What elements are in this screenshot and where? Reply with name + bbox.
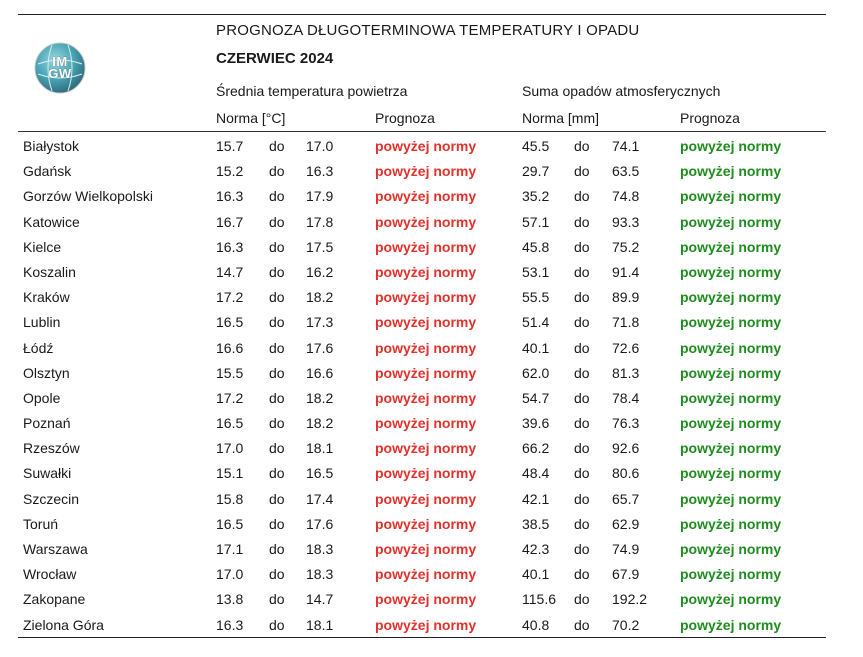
- logo-text-line2: GW: [48, 66, 72, 81]
- temperature-norm-min: 16.3: [216, 238, 244, 255]
- temperature-norm-min: 16.5: [216, 314, 244, 331]
- forecast-table: [0, 134, 863, 638]
- precipitation-range-separator: do: [574, 465, 590, 482]
- precipitation-range-separator: do: [574, 238, 590, 255]
- city-name: Kraków: [23, 289, 70, 306]
- temperature-forecast: powyżej normy: [375, 566, 477, 583]
- table-row: [0, 537, 863, 562]
- temperature-norm-min: 16.3: [216, 188, 244, 205]
- temperature-range-separator: do: [269, 188, 285, 205]
- precipitation-norm-max: 70.2: [612, 616, 640, 633]
- temperature-norm-max: 17.5: [306, 238, 334, 255]
- temperature-norm-min: 15.2: [216, 163, 244, 180]
- precipitation-forecast: powyżej normy: [680, 465, 782, 482]
- precipitation-range-separator: do: [574, 364, 590, 381]
- precipitation-range-separator: do: [574, 415, 590, 432]
- header-rule: [18, 131, 826, 132]
- temperature-norm-max: 16.6: [306, 364, 334, 381]
- temperature-forecast: powyżej normy: [375, 415, 477, 432]
- precipitation-forecast: powyżej normy: [680, 289, 782, 306]
- temperature-norm-min: 16.6: [216, 339, 244, 356]
- precipitation-norm-max: 80.6: [612, 465, 640, 482]
- precipitation-forecast: powyżej normy: [680, 213, 782, 230]
- temperature-norm-min: 17.2: [216, 289, 244, 306]
- precipitation-forecast: powyżej normy: [680, 541, 782, 557]
- precipitation-forecast: powyżej normy: [680, 238, 782, 255]
- city-name: Szczecin: [23, 490, 80, 507]
- precipitation-range-separator: do: [574, 138, 590, 154]
- table-row: [0, 587, 863, 612]
- temperature-norm-max: 18.2: [306, 289, 334, 306]
- temperature-norm-min: 15.1: [216, 465, 244, 482]
- city-name: Łódź: [23, 339, 54, 356]
- precipitation-range-separator: do: [574, 289, 590, 306]
- city-name: Katowice: [23, 213, 80, 230]
- temperature-forecast: powyżej normy: [375, 213, 477, 230]
- bottom-rule: [18, 637, 826, 638]
- precipitation-norm-min: 53.1: [522, 263, 550, 280]
- temperature-norm-max: 18.1: [306, 440, 334, 457]
- precipitation-range-separator: do: [574, 188, 590, 205]
- page-subtitle: CZERWIEC 2024: [216, 50, 334, 67]
- table-row: [0, 184, 863, 209]
- city-name: Wrocław: [23, 566, 77, 583]
- precipitation-forecast: powyżej normy: [680, 138, 782, 154]
- precipitation-norm-min: 40.1: [522, 566, 550, 583]
- city-name: Kielce: [23, 238, 62, 255]
- precipitation-norm-min: 45.5: [522, 138, 550, 154]
- table-row: [0, 159, 863, 184]
- precipitation-range-separator: do: [574, 213, 590, 230]
- table-row: [0, 411, 863, 436]
- temperature-norm-max: 16.5: [306, 465, 334, 482]
- city-name: Poznań: [23, 415, 71, 432]
- temperature-norm-max: 17.6: [306, 515, 334, 532]
- precipitation-norm-min: 45.8: [522, 238, 550, 255]
- temperature-forecast: powyżej normy: [375, 263, 477, 280]
- table-row: [0, 285, 863, 310]
- precipitation-norm-max: 89.9: [612, 289, 640, 306]
- precipitation-forecast: powyżej normy: [680, 163, 782, 180]
- temperature-range-separator: do: [269, 314, 285, 331]
- city-name: Opole: [23, 389, 61, 406]
- precipitation-norm-min: 42.1: [522, 490, 550, 507]
- precipitation-norm-min: 40.8: [522, 616, 550, 633]
- city-name: Rzeszów: [23, 440, 80, 457]
- precipitation-range-separator: do: [574, 490, 590, 507]
- temperature-norm-min: 16.5: [216, 415, 244, 432]
- precipitation-norm-min: 38.5: [522, 515, 550, 532]
- temperature-range-separator: do: [269, 289, 285, 306]
- precipitation-forecast: powyżej normy: [680, 389, 782, 406]
- table-row: [0, 562, 863, 587]
- temperature-norm-min: 16.7: [216, 213, 244, 230]
- temperature-norm-header: Norma [°C]: [216, 110, 286, 126]
- table-row: [0, 361, 863, 386]
- temperature-norm-max: 18.3: [306, 566, 334, 583]
- temperature-forecast: powyżej normy: [375, 163, 477, 180]
- temperature-forecast: powyżej normy: [375, 339, 477, 356]
- temperature-forecast: powyżej normy: [375, 541, 477, 557]
- temperature-norm-min: 17.2: [216, 389, 244, 406]
- precipitation-range-separator: do: [574, 515, 590, 532]
- precipitation-forecast: powyżej normy: [680, 263, 782, 280]
- temperature-range-separator: do: [269, 591, 285, 608]
- precipitation-range-separator: do: [574, 591, 590, 608]
- precipitation-norm-max: 74.1: [612, 138, 640, 154]
- temperature-range-separator: do: [269, 616, 285, 633]
- precipitation-norm-max: 92.6: [612, 440, 640, 457]
- temperature-range-separator: do: [269, 440, 285, 457]
- precipitation-forecast: powyżej normy: [680, 616, 782, 633]
- temperature-forecast: powyżej normy: [375, 490, 477, 507]
- precipitation-range-separator: do: [574, 339, 590, 356]
- precipitation-forecast: powyżej normy: [680, 591, 782, 608]
- precipitation-forecast: powyżej normy: [680, 490, 782, 507]
- precipitation-norm-max: 63.5: [612, 163, 640, 180]
- temperature-norm-max: 17.9: [306, 188, 334, 205]
- city-name: Lublin: [23, 314, 61, 331]
- temperature-norm-min: 15.5: [216, 364, 244, 381]
- temperature-range-separator: do: [269, 263, 285, 280]
- city-name: Warszawa: [23, 541, 88, 557]
- temperature-norm-min: 17.1: [216, 541, 244, 557]
- city-name: Olsztyn: [23, 364, 70, 381]
- precipitation-norm-max: 81.3: [612, 364, 640, 381]
- imgw-logo: [34, 42, 86, 94]
- precipitation-norm-max: 67.9: [612, 566, 640, 583]
- temperature-norm-max: 18.2: [306, 389, 334, 406]
- temperature-norm-max: 17.4: [306, 490, 334, 507]
- temperature-forecast: powyżej normy: [375, 188, 477, 205]
- temperature-norm-max: 18.1: [306, 616, 334, 633]
- precipitation-range-separator: do: [574, 163, 590, 180]
- table-row: [0, 310, 863, 335]
- precipitation-range-separator: do: [574, 616, 590, 633]
- temperature-norm-max: 17.0: [306, 138, 334, 154]
- temperature-range-separator: do: [269, 339, 285, 356]
- city-name: Zielona Góra: [23, 616, 104, 633]
- temperature-range-separator: do: [269, 490, 285, 507]
- temperature-range-separator: do: [269, 566, 285, 583]
- temperature-norm-min: 17.0: [216, 566, 244, 583]
- table-row: [0, 512, 863, 537]
- precipitation-norm-max: 91.4: [612, 263, 640, 280]
- precipitation-norm-min: 35.2: [522, 188, 550, 205]
- precipitation-norm-min: 55.5: [522, 289, 550, 306]
- temperature-forecast: powyżej normy: [375, 238, 477, 255]
- precipitation-forecast: powyżej normy: [680, 364, 782, 381]
- precipitation-norm-max: 62.9: [612, 515, 640, 532]
- city-name: Toruń: [23, 515, 59, 532]
- precipitation-norm-max: 65.7: [612, 490, 640, 507]
- precipitation-norm-min: 66.2: [522, 440, 550, 457]
- table-row: [0, 461, 863, 486]
- temperature-norm-max: 14.7: [306, 591, 334, 608]
- precipitation-norm-max: 192.2: [612, 591, 648, 608]
- temperature-section-heading: Średnia temperatura powietrza: [216, 83, 408, 99]
- temperature-forecast: powyżej normy: [375, 289, 477, 306]
- precipitation-norm-max: 78.4: [612, 389, 640, 406]
- temperature-range-separator: do: [269, 541, 285, 557]
- table-row: [0, 436, 863, 461]
- temperature-norm-min: 15.8: [216, 490, 244, 507]
- precipitation-forecast: powyżej normy: [680, 314, 782, 331]
- temperature-forecast: powyżej normy: [375, 515, 477, 532]
- temperature-forecast: powyżej normy: [375, 465, 477, 482]
- precipitation-range-separator: do: [574, 314, 590, 331]
- precipitation-norm-min: 62.0: [522, 364, 550, 381]
- top-rule: [18, 14, 826, 15]
- temperature-forecast: powyżej normy: [375, 440, 477, 457]
- temperature-range-separator: do: [269, 364, 285, 381]
- temperature-forecast: powyżej normy: [375, 389, 477, 406]
- temperature-norm-max: 17.6: [306, 339, 334, 356]
- precipitation-norm-max: 72.6: [612, 339, 640, 356]
- precipitation-norm-max: 74.9: [612, 541, 640, 557]
- temperature-norm-min: 16.5: [216, 515, 244, 532]
- precipitation-forecast: powyżej normy: [680, 566, 782, 583]
- precipitation-forecast: powyżej normy: [680, 339, 782, 356]
- precipitation-norm-max: 74.8: [612, 188, 640, 205]
- city-name: Koszalin: [23, 263, 76, 280]
- temperature-range-separator: do: [269, 515, 285, 532]
- temperature-norm-max: 16.3: [306, 163, 334, 180]
- temperature-range-separator: do: [269, 415, 285, 432]
- page-title: PROGNOZA DŁUGOTERMINOWA TEMPERATURY I OPADU: [216, 22, 640, 39]
- temperature-forecast-header: Prognoza: [375, 110, 435, 126]
- precipitation-norm-min: 54.7: [522, 389, 550, 406]
- precipitation-norm-min: 42.3: [522, 541, 550, 557]
- precipitation-range-separator: do: [574, 440, 590, 457]
- precipitation-range-separator: do: [574, 263, 590, 280]
- table-row: [0, 613, 863, 638]
- temperature-range-separator: do: [269, 138, 285, 154]
- table-row: [0, 210, 863, 235]
- temperature-norm-max: 17.3: [306, 314, 334, 331]
- temperature-forecast: powyżej normy: [375, 138, 477, 154]
- temperature-norm-max: 16.2: [306, 263, 334, 280]
- precipitation-norm-max: 93.3: [612, 213, 640, 230]
- precipitation-norm-min: 40.1: [522, 339, 550, 356]
- temperature-norm-min: 17.0: [216, 440, 244, 457]
- temperature-forecast: powyżej normy: [375, 591, 477, 608]
- temperature-range-separator: do: [269, 238, 285, 255]
- table-row: [0, 386, 863, 411]
- temperature-norm-max: 18.3: [306, 541, 334, 557]
- precipitation-forecast: powyżej normy: [680, 415, 782, 432]
- temperature-norm-min: 14.7: [216, 263, 244, 280]
- precipitation-norm-header: Norma [mm]: [522, 110, 599, 126]
- temperature-forecast: powyżej normy: [375, 364, 477, 381]
- precipitation-norm-max: 76.3: [612, 415, 640, 432]
- temperature-norm-min: 15.7: [216, 138, 244, 154]
- precipitation-range-separator: do: [574, 541, 590, 557]
- city-name: Gorzów Wielkopolski: [23, 188, 153, 205]
- temperature-norm-min: 16.3: [216, 616, 244, 633]
- temperature-forecast: powyżej normy: [375, 314, 477, 331]
- table-row: [0, 487, 863, 512]
- table-row: [0, 336, 863, 361]
- precipitation-norm-min: 48.4: [522, 465, 550, 482]
- table-row: [0, 235, 863, 260]
- precipitation-forecast: powyżej normy: [680, 188, 782, 205]
- precipitation-forecast: powyżej normy: [680, 440, 782, 457]
- table-row: [0, 260, 863, 285]
- precipitation-norm-min: 39.6: [522, 415, 550, 432]
- precipitation-section-heading: Suma opadów atmosferycznych: [522, 83, 721, 99]
- precipitation-norm-min: 57.1: [522, 213, 550, 230]
- precipitation-norm-max: 71.8: [612, 314, 640, 331]
- precipitation-forecast-header: Prognoza: [680, 110, 740, 126]
- temperature-norm-min: 13.8: [216, 591, 244, 608]
- temperature-range-separator: do: [269, 465, 285, 482]
- temperature-range-separator: do: [269, 389, 285, 406]
- precipitation-range-separator: do: [574, 566, 590, 583]
- table-row: [0, 134, 863, 159]
- temperature-forecast: powyżej normy: [375, 616, 477, 633]
- city-name: Suwałki: [23, 465, 72, 482]
- city-name: Gdańsk: [23, 163, 72, 180]
- temperature-norm-max: 17.8: [306, 213, 334, 230]
- precipitation-norm-min: 115.6: [522, 591, 556, 608]
- precipitation-range-separator: do: [574, 389, 590, 406]
- precipitation-norm-min: 29.7: [522, 163, 550, 180]
- logo-text-line1: IM: [52, 54, 68, 69]
- temperature-range-separator: do: [269, 163, 285, 180]
- city-name: Zakopane: [23, 591, 86, 608]
- precipitation-norm-min: 51.4: [522, 314, 550, 331]
- temperature-norm-max: 18.2: [306, 415, 334, 432]
- city-name: Białystok: [23, 138, 80, 154]
- precipitation-norm-max: 75.2: [612, 238, 640, 255]
- temperature-range-separator: do: [269, 213, 285, 230]
- precipitation-forecast: powyżej normy: [680, 515, 782, 532]
